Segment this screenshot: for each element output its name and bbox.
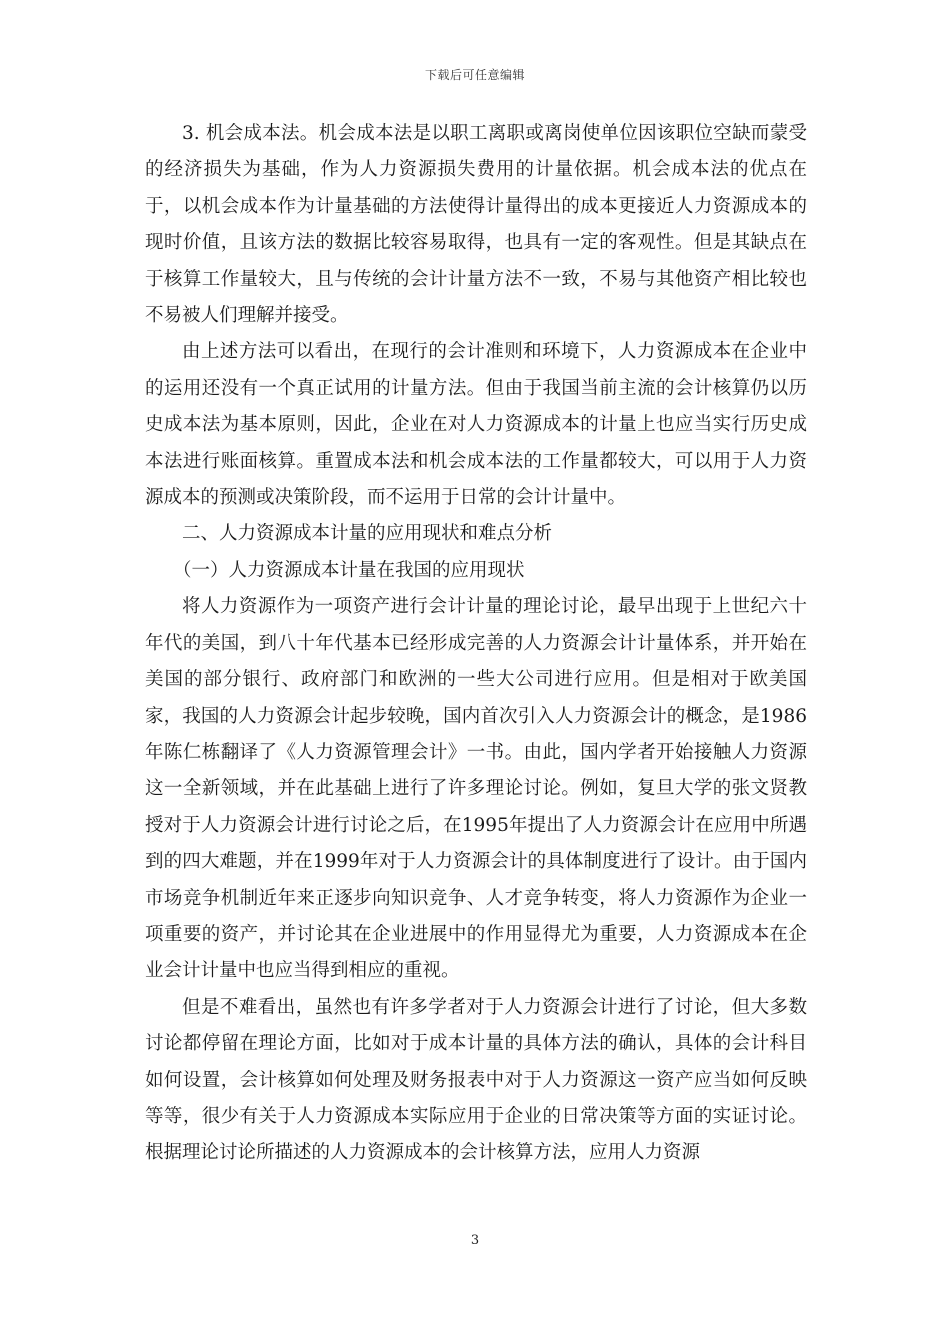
paragraph-opportunity-cost: 3. 机会成本法。机会成本法是以职工离职或离岗使单位因该职位空缺而蒙受的经济损失为基础，作为人力资源损失费用的计量依据。机会成本法的优点在于，以机会成本作为计量基础的方法使得计量得出的成本更接近人力资源成本的现时价值，且该方法的数据比较容易取得，也具有一定的客观性。但是其缺点在于核算工作量较大，且与传统的会计计量方法不一致，不易与其他资产相比较也不易被人们理解并接受。	[145, 123, 807, 327]
page-number: 3	[470, 1233, 480, 1248]
paragraph-difficulties: 但是不难看出，虽然也有许多学者对于人力资源会计进行了讨论，但大多数讨论都停留在理论方面，比如对于成本计量的具体方法的确认，具体的会计科目如何设置，会计核算如何处理及财务报表中对于人力资源这一资产应当如何反映等等，很少有关于人力资源成本实际应用于企业的日常决策等方面的实证讨论。根据理论讨论所描述的人力资源成本的会计核算方法，应用人力资源	[145, 996, 807, 1164]
paragraph-application-status: 将人力资源作为一项资产进行会计计量的理论讨论，最早出现于上世纪六十年代的美国，到八十年代基本已经形成完善的人力资源会计计量体系，并开始在美国的部分银行、政府部门和欧洲的一些大公司进行应用。但是相对于欧美国家，我国的人力资源会计起步较晚，国内首次引入人力资源会计的概念，是1986年陈仁栋翻译了《人力资源管理会计》一书。由此，国内学者开始接触人力资源这一全新领域，并在此基础上进行了许多理论讨论。例如，复旦大学的张文贤教授对于人力资源会计进行讨论之后，在1995年提出了人力资源会计在应用中所遇到的四大难题，并在1999年对于人力资源会计的具体制度进行了设计。由于国内市场竞争机制近年来正逐步向知识竞争、人才竞争转变，将人力资源作为企业一项重要的资产，并讨论其在企业进展中的作用显得尤为重要，人力资源成本在企业会计计量中也应当得到相应的重视。	[145, 596, 807, 982]
paragraph-method-summary: 由上述方法可以看出，在现行的会计准则和环境下，人力资源成本在企业中的运用还没有一个真正试用的计量方法。但由于我国当前主流的会计核算仍以历史成本法为基本原则，因此，企业在对人力资源成本的计量上也应当实行历史成本法进行账面核算。重置成本法和机会成本法的工作量都较大，可以用于人力资源成本的预测或决策阶段，而不运用于日常的会计计量中。	[145, 341, 807, 509]
document-body	[145, 116, 807, 1172]
section-heading: 二、人力资源成本计量的应用现状和难点分析	[182, 523, 553, 545]
sub-heading: （一）人力资源成本计量在我国的应用现状	[173, 559, 525, 581]
page-header: 下载后可任意编辑	[424, 68, 525, 82]
